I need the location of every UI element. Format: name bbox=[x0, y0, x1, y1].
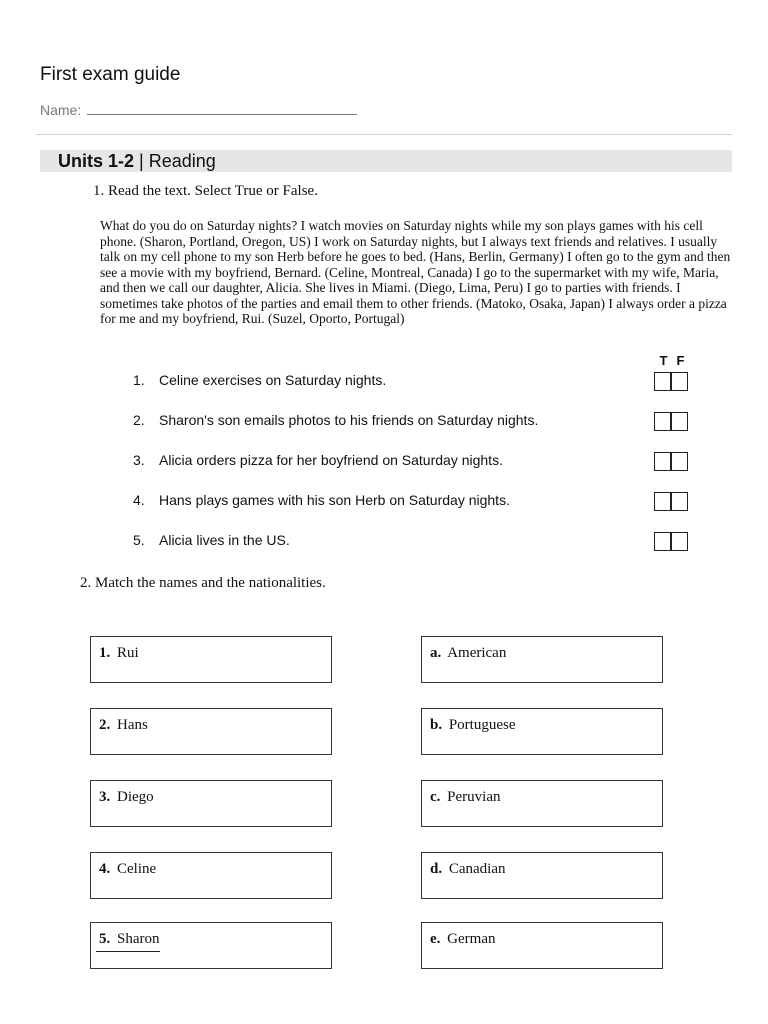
false-checkbox[interactable] bbox=[671, 492, 688, 511]
true-checkbox[interactable] bbox=[654, 532, 671, 551]
nationality-match-box[interactable] bbox=[421, 780, 663, 827]
statement-number: 2. bbox=[133, 412, 145, 428]
false-checkbox[interactable] bbox=[671, 412, 688, 431]
match-nationality: American bbox=[447, 645, 507, 661]
match-name: Celine bbox=[117, 861, 157, 877]
name-match-box[interactable] bbox=[90, 922, 332, 969]
statement-number: 5. bbox=[133, 532, 145, 548]
false-checkbox[interactable] bbox=[671, 452, 688, 471]
match-name: Sharon bbox=[117, 931, 160, 947]
tf-checkboxes bbox=[654, 532, 688, 550]
statement-row bbox=[133, 410, 538, 430]
section-units: Units 1-2 bbox=[58, 151, 135, 171]
statement-row bbox=[133, 530, 290, 550]
name-match-box[interactable] bbox=[90, 852, 332, 899]
true-checkbox[interactable] bbox=[654, 492, 671, 511]
match-name: Hans bbox=[117, 717, 148, 733]
tf-checkboxes bbox=[654, 372, 688, 390]
statement-row bbox=[133, 490, 510, 510]
match-letter: e. bbox=[430, 931, 441, 947]
match-letter: b. bbox=[430, 717, 443, 733]
match-letter: a. bbox=[430, 645, 442, 661]
name-input-line[interactable] bbox=[87, 100, 357, 115]
match-name: Diego bbox=[117, 789, 154, 805]
match-nationality: German bbox=[447, 931, 496, 947]
section-separator: | bbox=[139, 151, 144, 171]
page-title: First exam guide bbox=[40, 64, 181, 85]
name-match-box[interactable] bbox=[90, 708, 332, 755]
statement-number: 3. bbox=[133, 452, 145, 468]
nationality-match-box[interactable] bbox=[421, 708, 663, 755]
section-topic: Reading bbox=[148, 151, 216, 171]
match-number: 2. bbox=[99, 717, 111, 733]
section-title bbox=[58, 150, 216, 172]
statement-text: Alicia lives in the US. bbox=[159, 532, 290, 548]
statement-text: Alicia orders pizza for her boyfriend on Saturday nights. bbox=[159, 452, 503, 468]
statement-text: Hans plays games with his son Herb on Saturday nights. bbox=[159, 492, 510, 508]
statement-row bbox=[133, 450, 503, 470]
true-header: T bbox=[659, 353, 668, 368]
statement-number: 1. bbox=[133, 372, 145, 388]
header-divider bbox=[36, 134, 732, 135]
example-underline bbox=[96, 951, 160, 952]
false-checkbox[interactable] bbox=[671, 372, 688, 391]
true-checkbox[interactable] bbox=[654, 372, 671, 391]
true-checkbox[interactable] bbox=[654, 412, 671, 431]
name-match-box[interactable] bbox=[90, 780, 332, 827]
nationality-match-box[interactable] bbox=[421, 852, 663, 899]
statement-text: Sharon's son emails photos to his friends on Saturday nights. bbox=[159, 412, 539, 428]
statement-text: Celine exercises on Saturday nights. bbox=[159, 372, 387, 388]
statement-number: 4. bbox=[133, 492, 145, 508]
exercise1-instruction: 1. Read the text. Select True or False. bbox=[93, 183, 318, 199]
match-number: 1. bbox=[99, 645, 111, 661]
false-header: F bbox=[676, 353, 685, 368]
nationality-match-box[interactable] bbox=[421, 636, 663, 683]
false-checkbox[interactable] bbox=[671, 532, 688, 551]
match-name: Rui bbox=[117, 645, 139, 661]
reading-passage: What do you do on Saturday nights? I watch movies on Saturday nights while my son plays games with his cell phone. (Sharon, Portland, Oregon, US) I work on Saturday nights, but I always text friends and relatives. I usually talk on my cell phone to my son Herb before he goes to bed. (Hans, Berlin, Germany) I often go to the gym and then see a movie with my boyfriend, Bernard. (Celine, Montreal, Canada) I go to the supermarket with my wife, Maria, and then we call our daughter, Alicia. She lives in Miami. (Diego, Lima, Peru) I go to parties with friends. I sometimes take photos of the parties and email them to other friends. (Matoko, Osaka, Japan) I always order a pizza for me and my boyfriend, Rui. (Suzel, Oporto, Portugal) bbox=[100, 218, 731, 326]
exercise2-instruction: 2. Match the names and the nationalities. bbox=[80, 575, 326, 591]
match-number: 5. bbox=[99, 931, 111, 947]
match-nationality: Canadian bbox=[448, 861, 506, 877]
match-number: 4. bbox=[99, 861, 111, 877]
match-letter: d. bbox=[430, 861, 443, 877]
match-letter: c. bbox=[430, 789, 441, 805]
nationality-match-box[interactable] bbox=[421, 922, 663, 969]
tf-checkboxes bbox=[654, 412, 688, 430]
name-match-box[interactable] bbox=[90, 636, 332, 683]
tf-checkboxes bbox=[654, 452, 688, 470]
tf-checkboxes bbox=[654, 492, 688, 510]
true-checkbox[interactable] bbox=[654, 452, 671, 471]
name-field-row bbox=[40, 100, 357, 118]
match-number: 3. bbox=[99, 789, 111, 805]
name-label: Name: bbox=[40, 102, 82, 118]
match-nationality: Peruvian bbox=[447, 789, 501, 805]
statement-row bbox=[133, 370, 386, 390]
true-false-header bbox=[655, 353, 689, 368]
match-nationality: Portuguese bbox=[448, 717, 516, 733]
